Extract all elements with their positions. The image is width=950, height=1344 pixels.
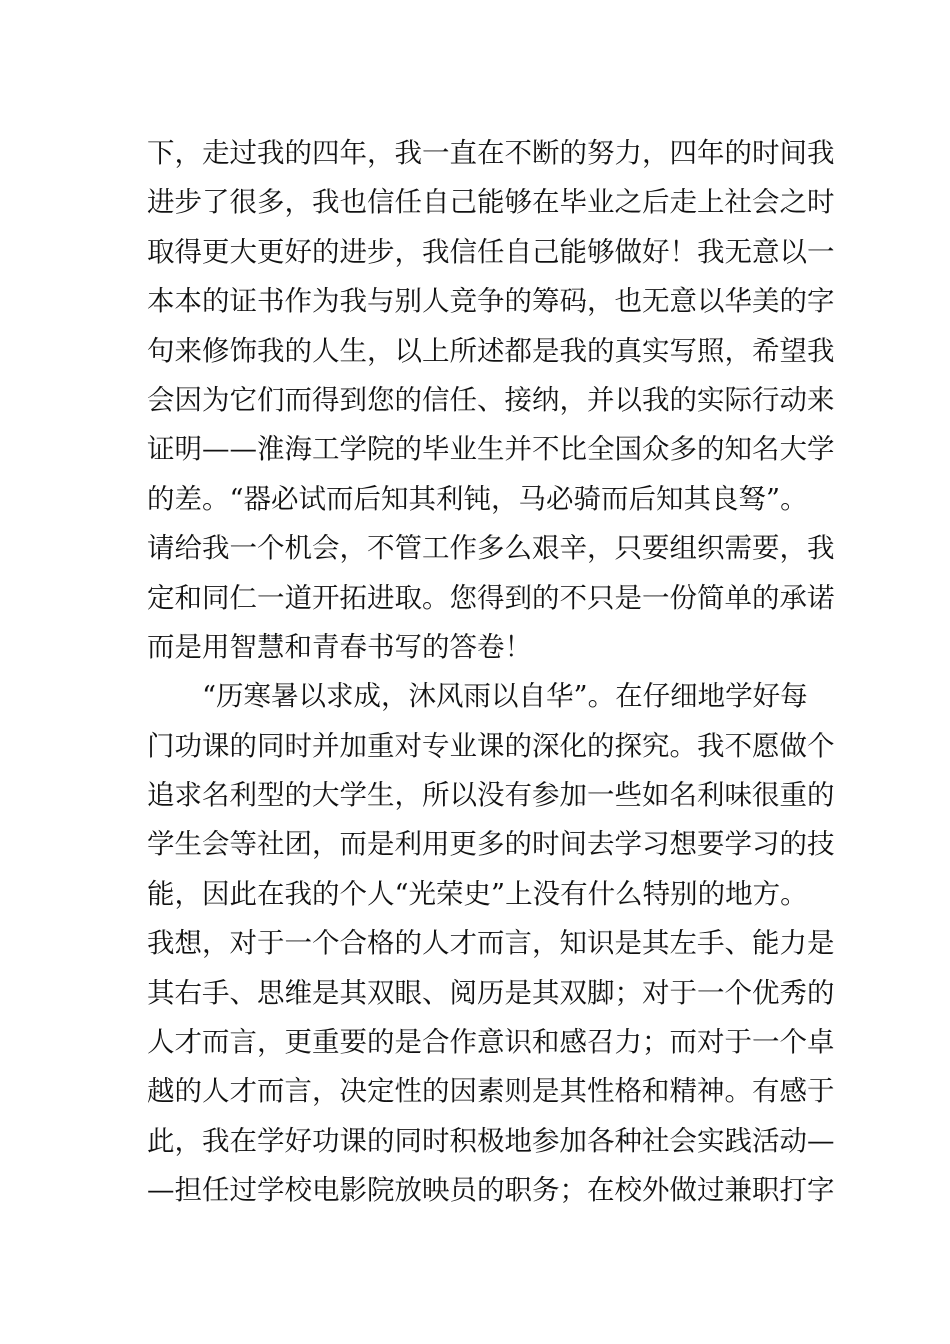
- text-line: 门功课的同时并加重对专业课的深化的探究。我不愿做个: [147, 729, 835, 762]
- text-line: 学生会等社团，而是利用更多的时间去学习想要学习的技: [147, 828, 835, 861]
- text-line: 能，因此在我的个人“光荣史”上没有什么特别的地方。: [147, 877, 808, 910]
- text-line: 定和同仁一道开拓进取。您得到的不只是一份简单的承诺: [147, 581, 835, 614]
- text-line: —担任过学校电影院放映员的职务；在校外做过兼职打字: [147, 1174, 835, 1207]
- text-line: 请给我一个机会，不管工作多么艰辛，只要组织需要，我: [147, 532, 835, 565]
- text-line: 下，走过我的四年，我一直在不断的努力，四年的时间我: [147, 137, 835, 169]
- text-line: 证明——淮海工学院的毕业生并不比全国众多的知名大学: [147, 433, 835, 466]
- text-line: “历寒暑以求成，沐风雨以自华”。在仔细地学好每: [147, 680, 808, 713]
- text-line: 越的人才而言，决定性的因素则是其性格和精神。有感于: [147, 1075, 835, 1108]
- text-line: 进步了很多，我也信任自己能够在毕业之后走上社会之时: [147, 186, 835, 219]
- text-line: 的差。“器必试而后知其利钝，马必骑而后知其良驽”。: [147, 482, 808, 515]
- text-line: 我想，对于一个合格的人才而言，知识是其左手、能力是: [147, 927, 835, 960]
- text-line: 追求名利型的大学生，所以没有参加一些如名利味很重的: [147, 779, 835, 812]
- text-line: 句来修饰我的人生，以上所述都是我的真实写照，希望我: [147, 334, 835, 367]
- text-line: 其右手、思维是其双眼、阅历是其双脚；对于一个优秀的: [147, 976, 835, 1009]
- text-line: 而是用智慧和青春书写的答卷！: [147, 630, 532, 663]
- text-line: 此，我在学好功课的同时积极地参加各种社会实践活动—: [147, 1124, 835, 1157]
- text-line: 取得更大更好的进步，我信任自己能够做好！我无意以一: [147, 235, 835, 268]
- body-text: [147, 129, 835, 1216]
- text-line: 本本的证书作为我与别人竞争的筹码，也无意以华美的字: [147, 285, 835, 318]
- text-line: 人才而言，更重要的是合作意识和感召力；而对于一个卓: [147, 1026, 835, 1059]
- text-line: 会因为它们而得到您的信任、接纳，并以我的实际行动来: [147, 383, 835, 416]
